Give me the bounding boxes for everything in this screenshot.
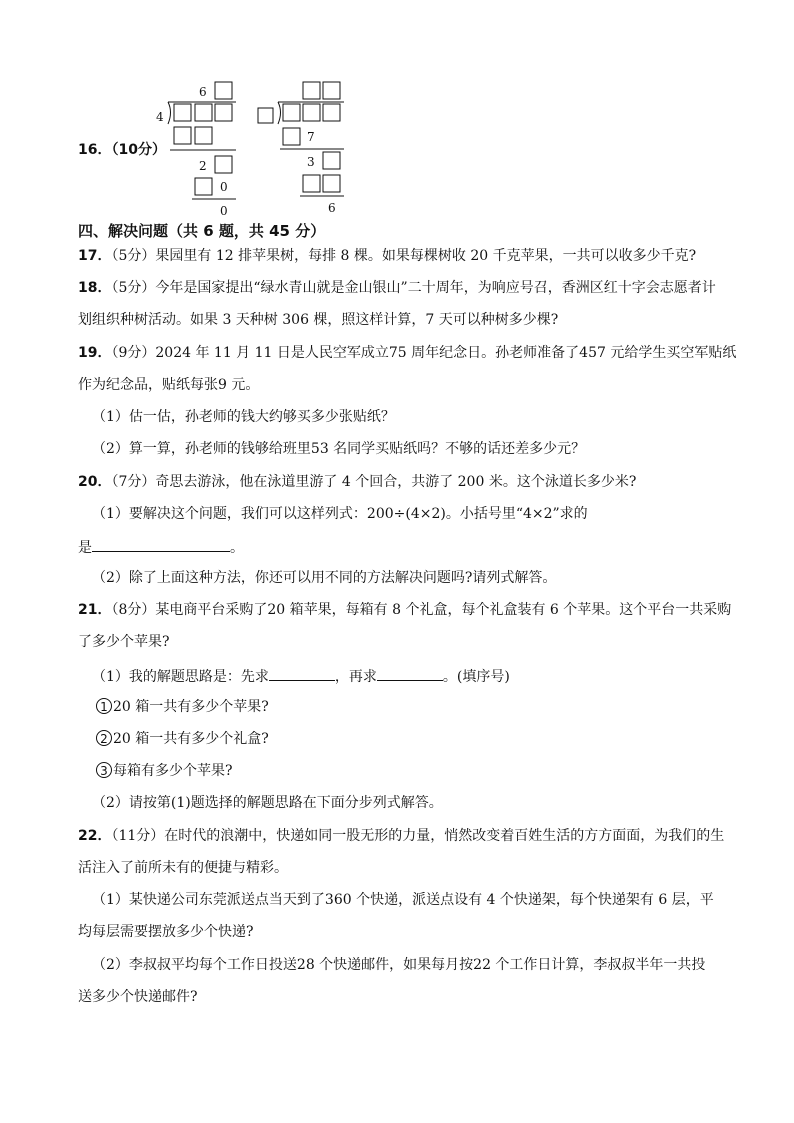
circled-number: 3 bbox=[96, 762, 112, 778]
blank-box[interactable] bbox=[303, 82, 320, 99]
question-21-cont: 了多少个苹果? bbox=[78, 634, 170, 650]
blank-box[interactable] bbox=[283, 128, 300, 145]
question-20-sub1-cont: 是 。 bbox=[78, 537, 244, 557]
question-18-cont: 划组织种树活动。如果 3 天种树 306 棵，照这样计算，7 天可以种树多少棵? bbox=[78, 312, 559, 328]
question-22-cont: 活注入了前所未有的便捷与精彩。 bbox=[78, 860, 288, 876]
question-22: 22．（11分）在时代的浪潮中，快递如同一股无形的力量，悄然改变着百姓生活的方方面面，为我们的生 bbox=[78, 828, 725, 844]
question-22-sub2-cont: 送多少个快递邮件? bbox=[78, 989, 198, 1005]
blank-box[interactable] bbox=[323, 175, 340, 192]
section-title: 四、解决问题（共 6 题，共 45 分） bbox=[78, 222, 326, 240]
option-1: 1 20 箱一共有多少个苹果? bbox=[96, 698, 269, 716]
blank-box[interactable] bbox=[215, 82, 232, 99]
question-19-cont: 作为纪念品，贴纸每张9 元。 bbox=[78, 377, 260, 393]
question-17: 17．（5分）果园里有 12 排苹果树，每排 8 棵。如果每棵树收 20 千克苹果，一共可以收多少千克? bbox=[78, 248, 697, 264]
blank-box[interactable] bbox=[303, 104, 320, 121]
question-22-sub1: （1）某快递公司东莞派送点当天到了360 个快递，派送点设有 4 个快递架，每个快递架有 6 层，平 bbox=[92, 892, 714, 908]
blank-box[interactable] bbox=[323, 152, 340, 169]
answer-blank[interactable] bbox=[92, 537, 230, 552]
blank-box[interactable] bbox=[174, 104, 191, 121]
answer-blank[interactable] bbox=[377, 666, 443, 681]
blank-box[interactable] bbox=[303, 175, 320, 192]
partial-digit: 2 bbox=[199, 159, 207, 173]
blank-box[interactable] bbox=[215, 156, 232, 173]
blank-box[interactable] bbox=[283, 104, 300, 121]
question-19: 19．（9分）2024 年 11 月 11 日是人民空军成立75 周年纪念日。孙老师准备了457 元给学生买空军贴纸 bbox=[78, 345, 737, 361]
blank-box[interactable] bbox=[195, 178, 212, 195]
partial-digit: 3 bbox=[307, 155, 315, 169]
question-21-sub2: （2）请按第(1)题选择的解题思路在下面分步列式解答。 bbox=[92, 795, 443, 811]
question-20: 20．（7分）奇思去游泳，他在泳道里游了 4 个回合，共游了 200 米。这个泳道长多少米? bbox=[78, 474, 637, 490]
blank-box[interactable] bbox=[215, 104, 232, 121]
question-21: 21．（8分）某电商平台采购了20 箱苹果，每箱有 8 个礼盒，每个礼盒装有 6 个苹果。这个平台一共采购 bbox=[78, 602, 732, 618]
blank-box[interactable] bbox=[195, 104, 212, 121]
blank-box[interactable] bbox=[258, 108, 273, 123]
answer-blank[interactable] bbox=[269, 666, 335, 681]
q16-label: 16．（10分） bbox=[78, 142, 166, 158]
partial-digit: 7 bbox=[307, 130, 315, 144]
blank-box[interactable] bbox=[174, 127, 191, 144]
question-19-sub1: （1）估一估，孙老师的钱大约够买多少张贴纸？ bbox=[92, 409, 395, 425]
question-19-sub2: （2）算一算，孙老师的钱够给班里53 名同学买贴纸吗？不够的话还差多少元？ bbox=[92, 441, 586, 457]
question-22-sub1-cont: 均每层需要摆放多少个快递? bbox=[78, 924, 254, 940]
blank-box[interactable] bbox=[323, 104, 340, 121]
circled-number: 2 bbox=[96, 730, 112, 746]
blank-box[interactable] bbox=[195, 127, 212, 144]
remainder-digit: 6 bbox=[328, 201, 336, 215]
question-21-sub1: （1）我的解题思路是：先求 ，再求 。(填序号) bbox=[92, 666, 510, 686]
remainder-digit: 0 bbox=[220, 204, 228, 218]
partial-digit: 0 bbox=[220, 180, 228, 194]
question-22-sub2: （2）李叔叔平均每个工作日投送28 个快递邮件，如果每月按22 个工作日计算，李叔叔半年一共投 bbox=[92, 957, 706, 973]
option-2: 2 20 箱一共有多少个礼盒? bbox=[96, 730, 269, 748]
question-20-sub2: （2）除了上面这种方法，你还可以用不同的方法解决问题吗?请列式解答。 bbox=[92, 570, 557, 586]
question-18: 18．（5分）今年是国家提出“绿水青山就是金山银山”二十周年，为响应号召，香洲区红十字会志愿者计 bbox=[78, 280, 716, 296]
circled-number: 1 bbox=[96, 698, 112, 714]
option-3: 3 每箱有多少个苹果? bbox=[96, 762, 233, 780]
divisor-digit: 4 bbox=[156, 110, 164, 124]
long-division-diagrams bbox=[0, 0, 794, 230]
blank-box[interactable] bbox=[323, 82, 340, 99]
question-20-sub1: （1）要解决这个问题，我们可以这样列式：200÷(4×2)。小括号里“4×2”求的 bbox=[92, 506, 588, 522]
quotient-digit: 6 bbox=[199, 85, 207, 99]
